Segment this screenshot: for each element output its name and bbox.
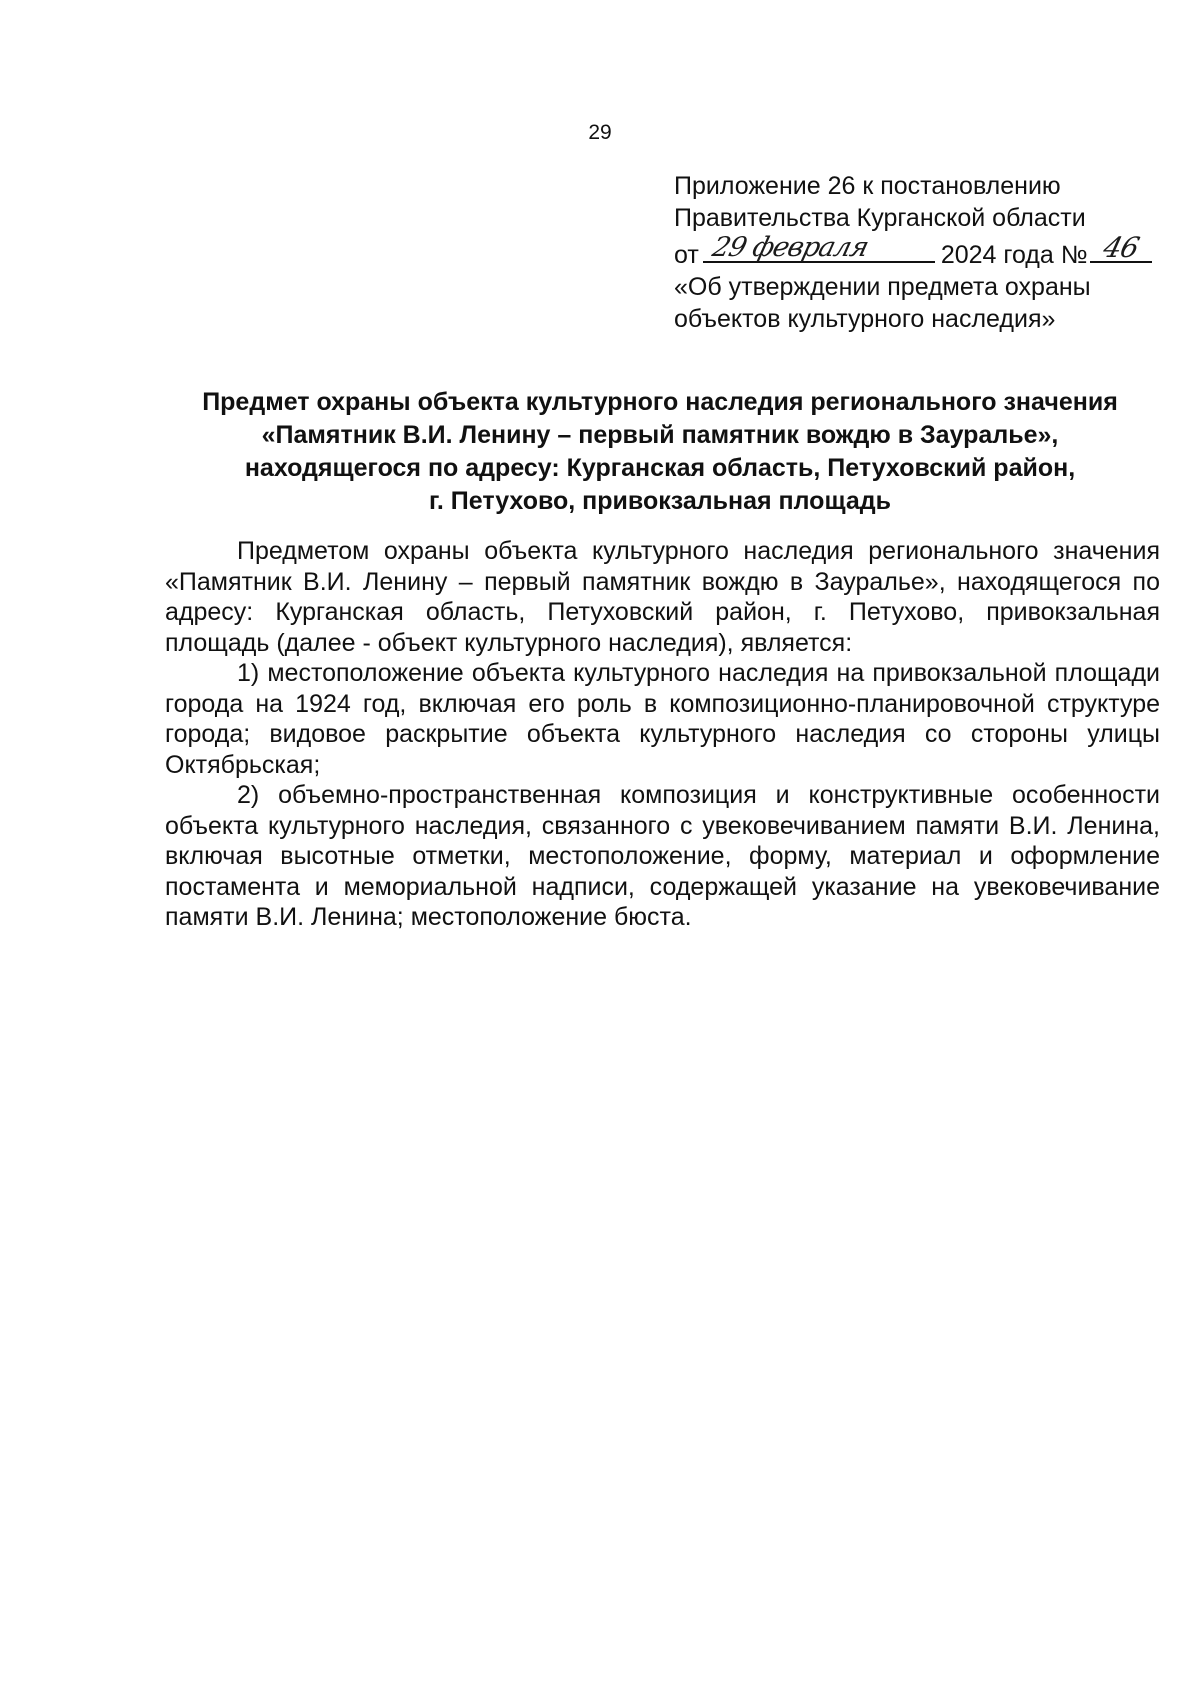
number-fill-field [1090,231,1152,264]
appendix-line-4: «Об утверждении предмета охраны [674,273,1091,301]
intro-paragraph: Предметом охраны объекта культурного наследия регионального значения «Памятник В.И. Ленину – первый памятник вождю в Зауралье», находящегося по адресу: Курганская область, Петуховский район, г. Петухово, привокзальная площадь (далее - объект культурного наследия), является: [165,537,1160,657]
title-line-2: «Памятник В.И. Ленину – первый памятник вождю в Зауралье», [261,421,1059,449]
appendix-line-1: Приложение 26 к постановлению [674,172,1061,200]
page-number: 29 [588,121,612,144]
document-body [165,536,1160,933]
title-line-1: Предмет охраны объекта культурного наследия регионального значения [202,388,1118,416]
appendix-line-2: Правительства Курганской области [674,204,1086,232]
date-prefix: от [674,241,699,269]
appendix-line-5: объектов культурного наследия» [674,305,1056,333]
item-2-paragraph: 2) объемно-пространственная композиция и конструктивные особенности объекта культурного наследия, связанного с увековечиванием памяти В.И. Ленина, включая высотные отметки, местоположение, форму, материал и оформление постамента и мемориальной надписи, содержащей указание на увековечивание памяти В.И. Ленина; местоположение бюста. [165,781,1160,931]
title-line-3: находящегося по адресу: Курганская область, Петуховский район, [244,454,1076,482]
appendix-date-line [674,231,1142,271]
item-1-paragraph: 1) местоположение объекта культурного наследия на привокзальной площади города на 1924 год, включая его роль в композиционно-планировочной структуре города; видовое раскрытие объекта культурного наследия со стороны улицы Октябрьская; [165,659,1160,779]
appendix-header [674,170,1142,335]
year-text: 2024 года № [940,241,1088,269]
handwritten-number: 46 [1099,231,1142,264]
document-title [120,386,1200,518]
handwritten-date: 29 февраля [709,232,872,263]
title-line-4: г. Петухово, привокзальная площадь [429,487,891,515]
date-fill-field [703,234,935,263]
